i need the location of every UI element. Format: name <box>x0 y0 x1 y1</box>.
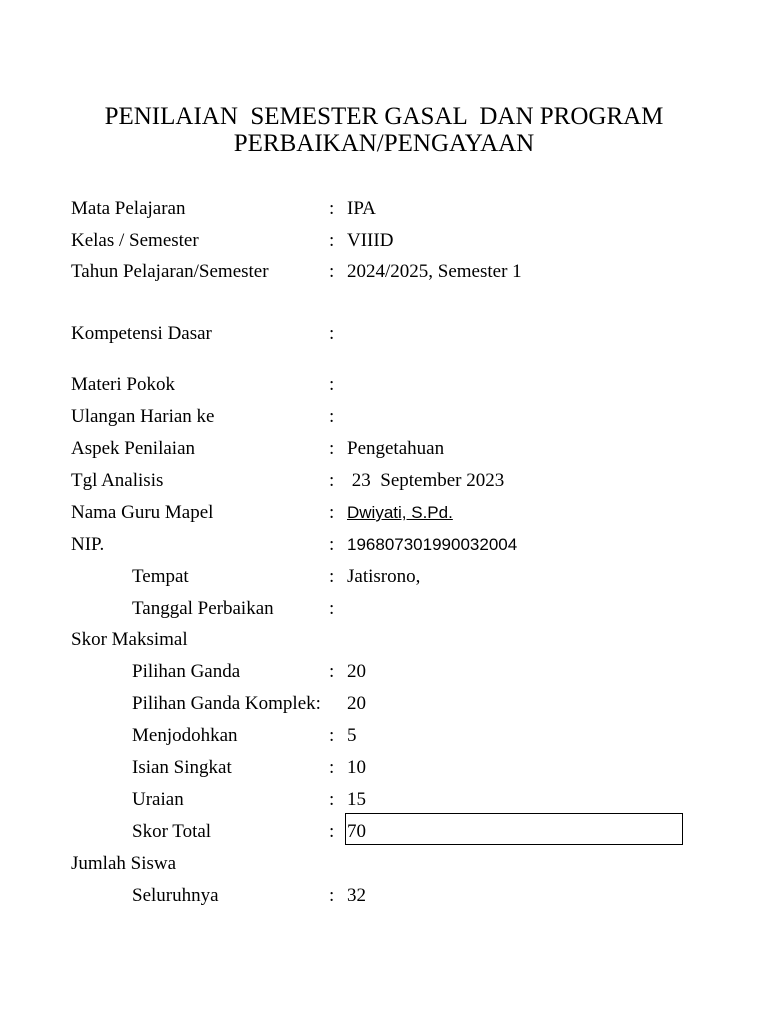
colon: : <box>329 885 335 906</box>
score-isian-singkat <box>0 752 768 784</box>
score-label: Pilihan Ganda <box>132 661 241 682</box>
field-tahun-pelajaran <box>0 256 768 288</box>
section-heading: Skor Maksimal <box>71 629 188 650</box>
score-label: Menjodohkan <box>132 725 238 746</box>
colon: : <box>329 502 335 523</box>
field-label: Seluruhnya <box>132 885 219 906</box>
colon: : <box>329 230 335 251</box>
score-value: 15 <box>347 789 366 810</box>
score-value: 20 <box>347 693 366 714</box>
field-value: IPA <box>347 198 376 219</box>
field-materi-pokok <box>0 369 768 401</box>
field-label: Kelas / Semester <box>71 230 199 251</box>
colon: : <box>329 323 335 344</box>
field-value: Pengetahuan <box>347 438 445 459</box>
field-value: 2024/2025, Semester 1 <box>347 261 522 282</box>
field-value: Jatisrono, <box>347 566 421 587</box>
colon: : <box>329 821 335 842</box>
colon: : <box>329 566 335 587</box>
field-value: 23 September 2023 <box>347 470 505 491</box>
score-value: 10 <box>347 757 366 778</box>
field-label: Tahun Pelajaran/Semester <box>71 261 269 282</box>
score-pilihan-ganda <box>0 656 768 688</box>
field-value: 32 <box>347 885 366 906</box>
colon: : <box>329 438 335 459</box>
field-tgl-analisis <box>0 465 768 497</box>
field-kompetensi-dasar <box>0 318 768 350</box>
colon: : <box>329 374 335 395</box>
field-value: Dwiyati, S.Pd. <box>347 503 453 522</box>
colon: : <box>329 406 335 427</box>
section-skor-maksimal <box>0 624 768 656</box>
score-label: Isian Singkat <box>132 757 232 778</box>
field-label: Aspek Penilaian <box>71 438 196 459</box>
section-jumlah-siswa <box>0 848 768 880</box>
score-value: 5 <box>347 725 357 746</box>
page-title-line2: PERBAIKAN/PENGAYAAN <box>233 130 535 157</box>
field-label: Nama Guru Mapel <box>71 502 214 523</box>
score-pilihan-ganda-komplek <box>0 688 768 720</box>
field-label: Kompetensi Dasar <box>71 323 212 344</box>
score-value: 70 <box>347 821 366 842</box>
field-label: Materi Pokok <box>71 374 175 395</box>
score-uraian <box>0 784 768 816</box>
field-tempat <box>0 561 768 593</box>
field-label: Mata Pelajaran <box>71 198 186 219</box>
score-label: Uraian <box>132 789 184 810</box>
field-nama-guru <box>0 497 768 529</box>
score-label: Skor Total <box>132 821 212 842</box>
field-value: VIIID <box>347 230 394 251</box>
colon: : <box>329 261 335 282</box>
score-label: Pilihan Ganda Komplek: <box>132 693 321 714</box>
colon: : <box>329 725 335 746</box>
field-mata-pelajaran <box>0 193 768 225</box>
colon: : <box>329 534 335 555</box>
colon: : <box>329 661 335 682</box>
page-title-line1: PENILAIAN SEMESTER GASAL DAN PROGRAM <box>104 103 664 130</box>
colon: : <box>329 598 335 619</box>
score-menjodohkan <box>0 720 768 752</box>
field-value: 196807301990032004 <box>347 535 518 554</box>
field-kelas-semester <box>0 225 768 257</box>
colon: : <box>329 789 335 810</box>
field-label: NIP. <box>71 534 105 555</box>
field-ulangan-harian <box>0 401 768 433</box>
colon: : <box>329 757 335 778</box>
section-heading: Jumlah Siswa <box>71 853 177 874</box>
colon: : <box>329 470 335 491</box>
field-tanggal-perbaikan <box>0 593 768 625</box>
colon: : <box>329 198 335 219</box>
score-skor-total <box>0 816 768 848</box>
field-label: Tanggal Perbaikan <box>132 598 274 619</box>
field-nip <box>0 529 768 561</box>
field-seluruhnya <box>0 880 768 912</box>
field-label: Tempat <box>132 566 189 587</box>
score-value: 20 <box>347 661 366 682</box>
field-label: Ulangan Harian ke <box>71 406 215 427</box>
field-aspek-penilaian <box>0 433 768 465</box>
field-label: Tgl Analisis <box>71 470 164 491</box>
